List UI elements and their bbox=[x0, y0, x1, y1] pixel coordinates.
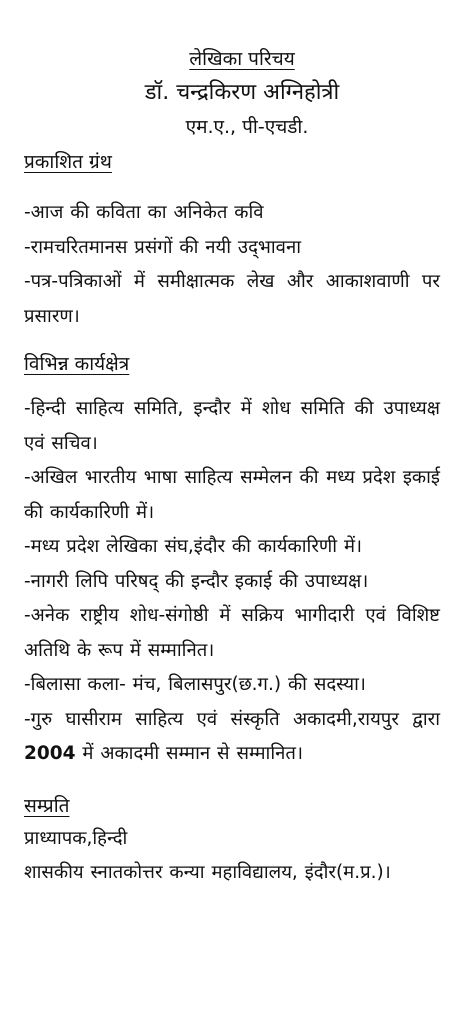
author-degree: एम.ए., पी-एचडी. bbox=[185, 116, 309, 138]
award-suffix: में अकादमी सम्मान से सम्मानित। bbox=[75, 743, 303, 764]
work-item: -हिन्दी साहित्य समिति, इन्दौर में शोध समिति की उपाध्यक्ष एवं सचिव। bbox=[24, 398, 440, 454]
published-item: -रामचरितमानस प्रसंगों की नयी उद्‌भावना bbox=[24, 236, 302, 258]
published-heading: प्रकाशित ग्रंथ bbox=[24, 151, 112, 173]
work-item: -मध्य प्रदेश लेखिका संघ,इंदौर की कार्यकारिणी में। bbox=[24, 536, 363, 557]
current-position: प्राध्यापक,हिन्दी bbox=[24, 827, 128, 849]
award-year: 2004 bbox=[24, 743, 76, 764]
current-heading: सम्प्रति bbox=[24, 794, 70, 817]
page-title: लेखिका परिचय bbox=[189, 48, 295, 70]
award-prefix: -गुरु घासीराम साहित्य एवं संस्कृति अकादमी,रायपुर द्वारा bbox=[24, 708, 440, 730]
work-heading: विभिन्न कार्यक्षेत्र bbox=[24, 353, 130, 375]
author-name: डॉ. चन्द्रकिरण अग्निहोत्री bbox=[144, 80, 340, 105]
published-item: -आज की कविता का अनिकेत कवि bbox=[24, 202, 264, 223]
current-institution: शासकीय स्नातकोत्तर कन्या महाविद्यालय, इंदौर(म.प्र.)। bbox=[24, 862, 391, 883]
published-item: -पत्र-पत्रिकाओं में समीक्षात्मक लेख और आकाशवाणी पर प्रसारण। bbox=[24, 271, 440, 327]
work-item: -अखिल भारतीय भाषा साहित्य सम्मेलन की मध्य प्रदेश इकाई की कार्यकारिणी में। bbox=[24, 467, 440, 523]
work-item: -अनेक राष्ट्रीय शोध-संगोष्ठी में सक्रिय भागीदारी एवं विशिष्ट अतिथि के रूप में सम्मानित। bbox=[24, 605, 440, 661]
work-item: -बिलासा कला- मंच, बिलासपुर(छ.ग.) की सदस्या। bbox=[24, 674, 366, 695]
work-item-award bbox=[24, 703, 440, 772]
work-item: -नागरी लिपि परिषद् की इन्दौर इकाई की उपाध्यक्ष। bbox=[24, 570, 369, 592]
